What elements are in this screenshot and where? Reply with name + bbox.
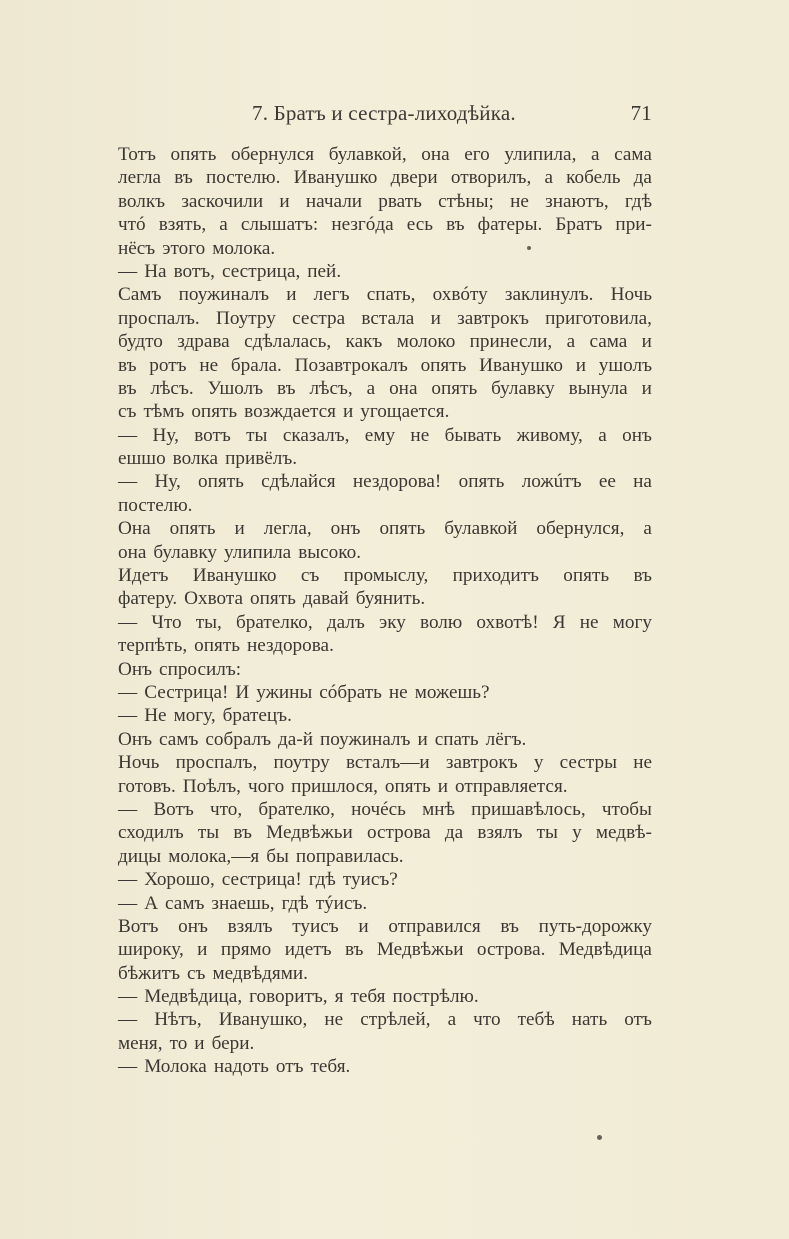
text-line: Вотъ онъ взялъ туисъ и отправился въ путь-дорожку [118,915,652,937]
text-line: дицы молока,—я бы поправилась. [118,845,404,867]
text-line: проспалъ. Поутру сестра встала и завтрокъ приготовила, [118,307,652,329]
text-line: постелю. [118,494,193,516]
text-line: будто здрава сдѣлалась, какъ молоко принесли, а сама и [118,331,652,353]
text-line: — Не могу, братецъ. [118,705,292,727]
text-line: Онъ самъ собралъ да-й поужиналъ и спать лёгъ. [118,728,527,750]
chapter-title: 7. Братъ и сестра-лиходѣйка. [252,101,516,125]
text-line: — Медвѣдица, говоритъ, я тебя пострѣлю. [118,986,479,1008]
text-line: Онъ спросилъ: [118,658,242,680]
text-line: — Ну, вотъ ты сказалъ, ему не бывать живому, а онъ [118,424,652,446]
text-line: нёсъ этого молока. [118,237,276,259]
text-line: фатеру. Охвота опять давай буянить. [118,588,426,610]
text-line: — Что ты, брателко, далъ эку волю охвотѣ! Я не могу [118,611,652,633]
paper-speck [597,1135,602,1140]
text-line: сходилъ ты въ Медвѣжьи острова да взялъ ты у медвѣ- [118,822,652,844]
page-body-text [118,143,652,1079]
text-line: ешшо волка привёлъ. [118,448,298,470]
text-line: чтó взять, а слышатъ: незгóда есь въ фатеры. Братъ при- [118,214,652,236]
text-line: въ лѣсъ. Ушолъ въ лѣсъ, а она опять булавку вынула и [118,377,652,399]
text-line: она булавку улипила высоко. [118,541,362,563]
text-line: — Ну, опять сдѣлайся нездорова! опять ложúтъ ее на [118,471,652,493]
text-line: въ ротъ не брала. Позавтрокалъ опять Иванушко и ушолъ [118,354,652,376]
text-line: легла въ постелю. Иванушко двери отворилъ, а кобель да [118,167,652,189]
text-line: Самъ поужиналъ и легъ спать, охвóту заклинулъ. Ночь [118,284,652,306]
text-line: волкъ заскочили и начали рвать стѣны; не знаютъ, гдѣ [118,190,652,212]
page-number: 71 [630,101,652,125]
text-line: Идетъ Иванушко съ промыслу, приходитъ опять въ [118,565,652,587]
text-line: бѣжитъ съ медвѣдями. [118,962,308,984]
text-line: съ тѣмъ опять возждается и угощается. [118,401,450,423]
text-line: — Нѣтъ, Иванушко, не стрѣлей, а что тебѣ нать отъ [118,1009,652,1031]
text-line: — Сестрица! И ужины сóбрать не можешь? [118,681,490,703]
text-line: широку, и прямо идетъ въ Медвѣжьи острова. Медвѣдица [118,939,652,961]
text-line: — Молока надоть отъ тебя. [118,1056,351,1078]
text-line: Она опять и легла, онъ опять булавкой обернулся, а [118,518,652,540]
text-line: — На вотъ, сестрица, пей. [118,260,342,282]
text-line: готовъ. Поѣлъ, чого пришлося, опять и отправляется. [118,775,568,797]
text-line: — Вотъ что, брателко, ночéсь мнѣ пришавѣлось, чтобы [118,798,652,820]
text-line: — А самъ знаешь, гдѣ тýисъ. [118,892,368,914]
text-line: меня, то и бери. [118,1032,255,1054]
paper-speck [527,246,531,250]
running-header [118,101,652,127]
text-line: — Хорошо, сестрица! гдѣ туисъ? [118,869,398,891]
text-line: Ночь проспалъ, поутру всталъ—и завтрокъ у сестры не [118,752,652,774]
text-line: Тотъ опять обернулся булавкой, она его улипила, а сама [118,144,652,165]
text-line: терпѣть, опять нездорова. [118,635,334,657]
